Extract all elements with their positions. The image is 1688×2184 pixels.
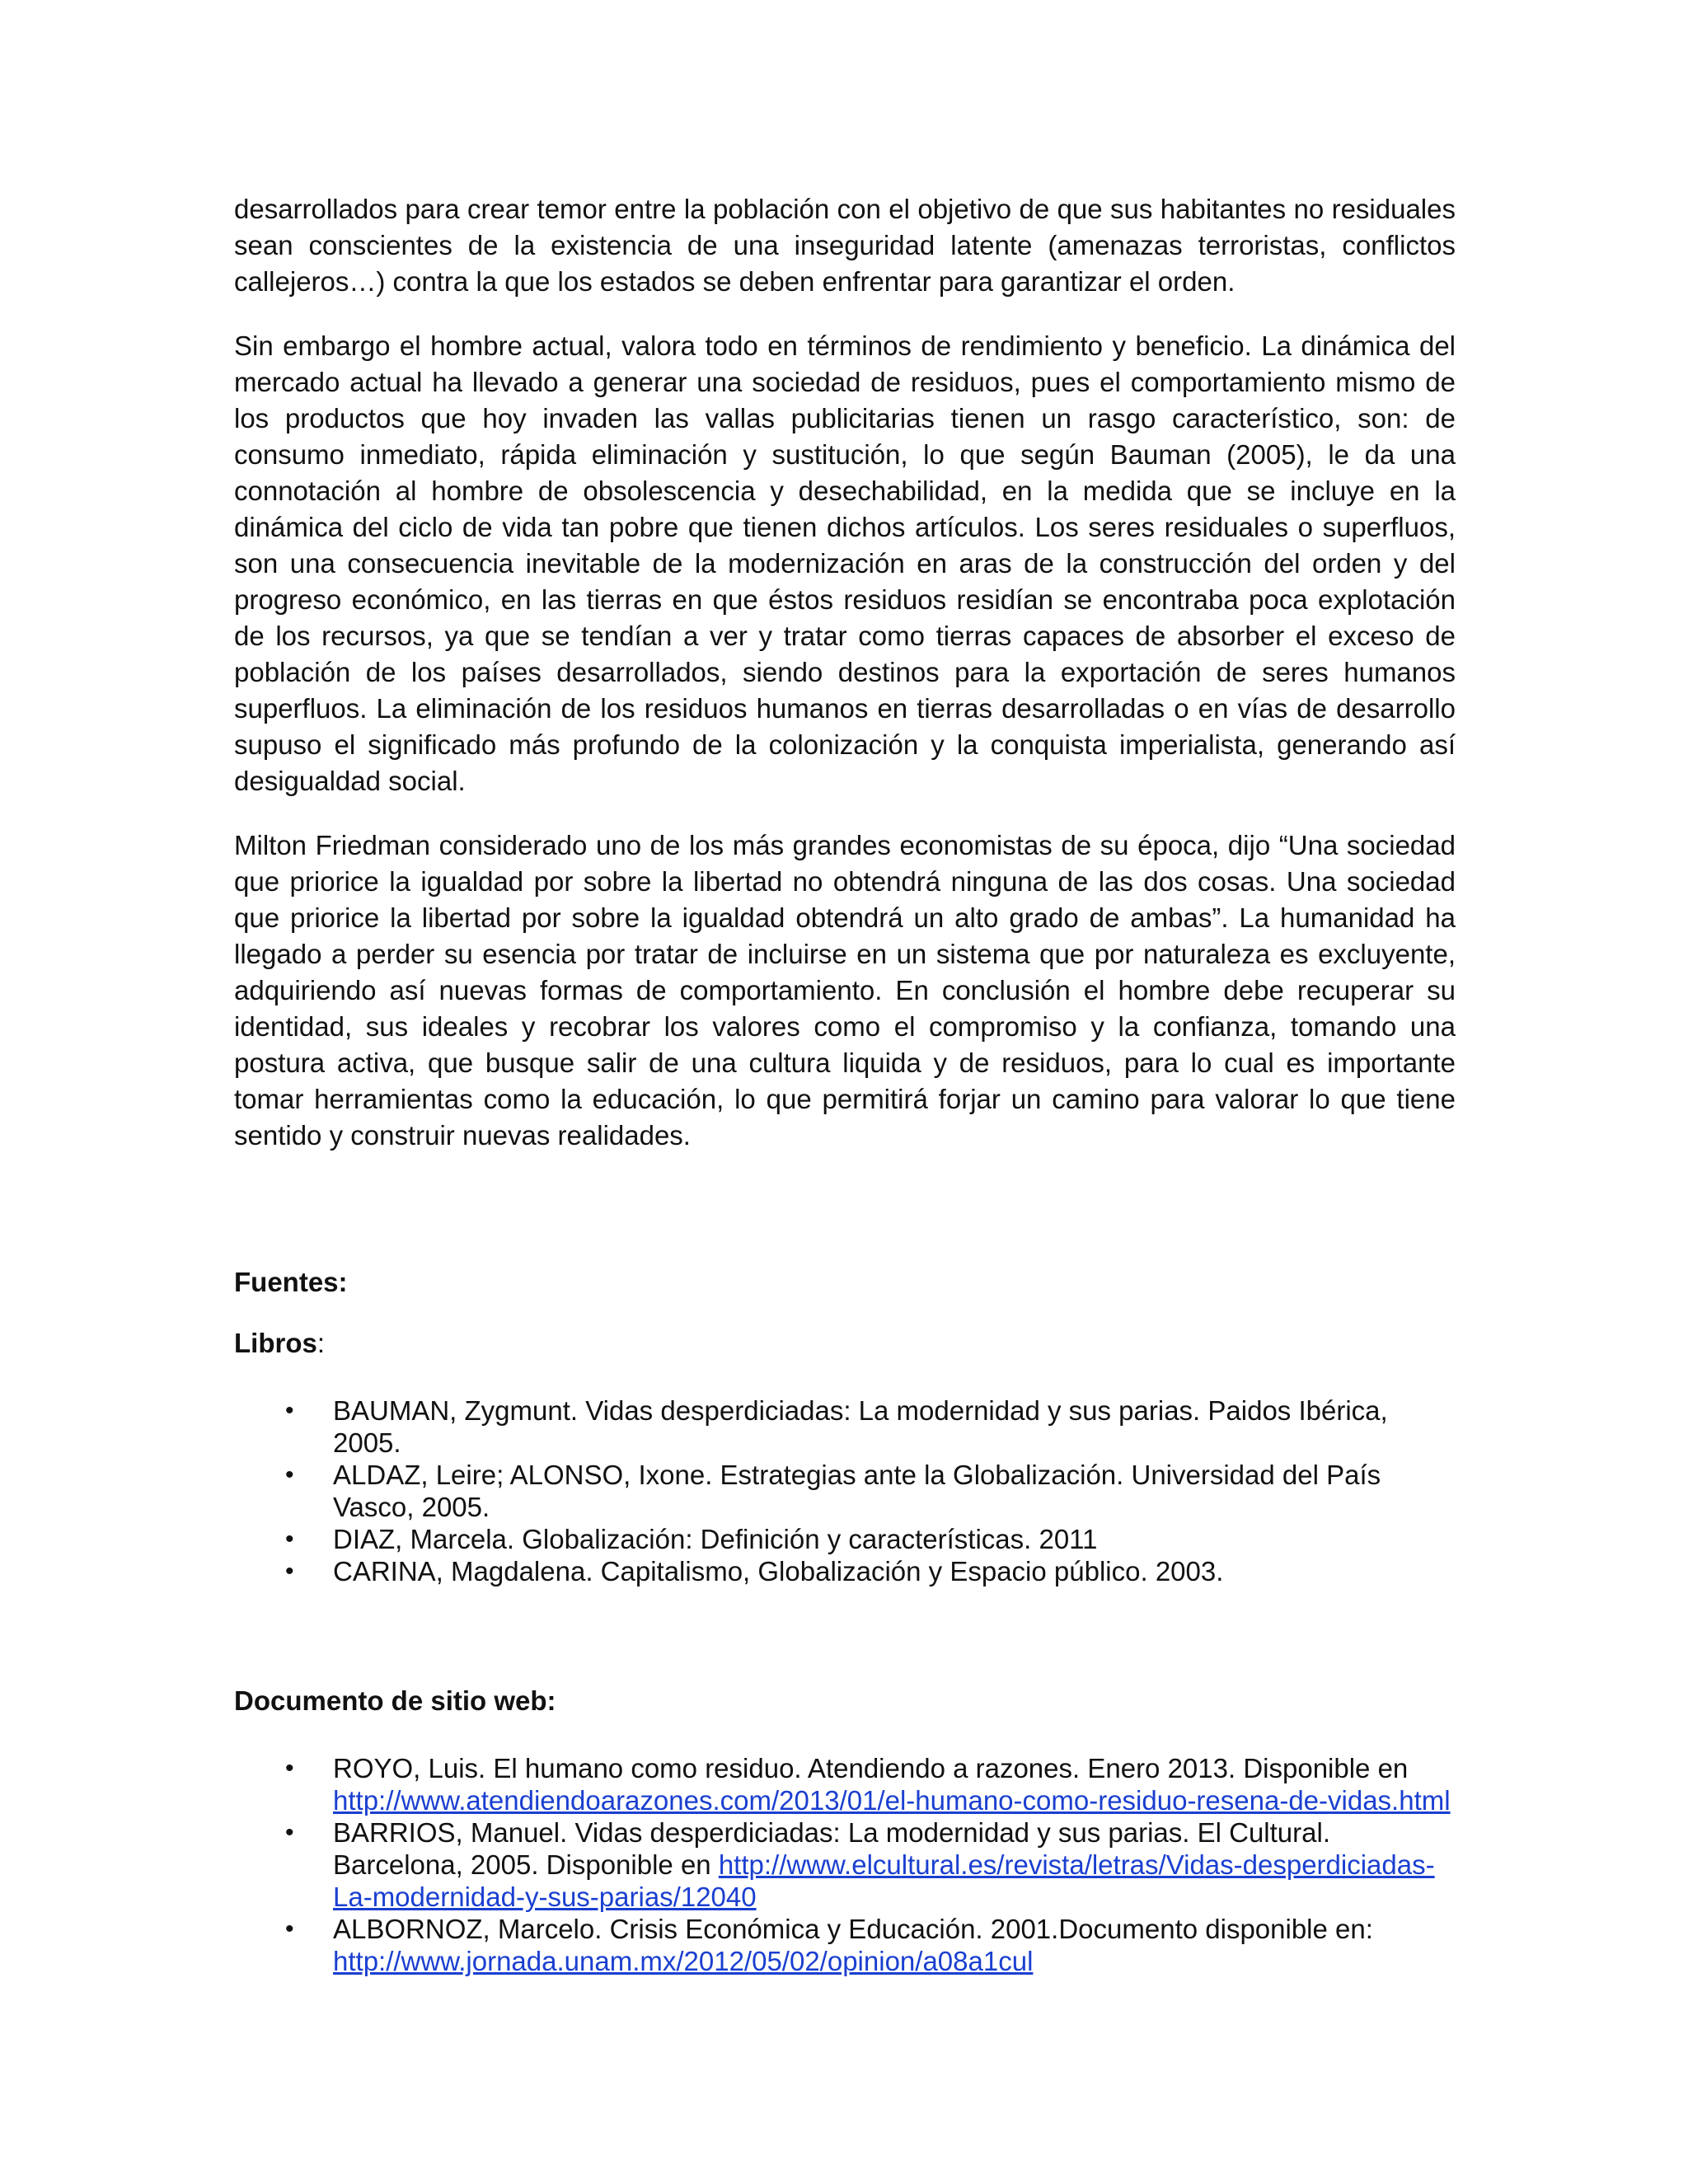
section-spacer xyxy=(234,1182,1456,1264)
list-item xyxy=(234,1394,1456,1459)
web-reference-link[interactable]: http://www.jornada.unam.mx/2012/05/02/opinion/a08a1cul xyxy=(333,1946,1034,1976)
paragraph-3: Milton Friedman considerado uno de los más grandes economistas de su época, dijo “Una sociedad que priorice la igualdad por sobre la libertad no obtendrá ninguna de las dos cosas. Una sociedad que priorice la libertad por sobre la igualdad obtendrá un alto grado de ambas”. La humanidad ha llegado a perder su esencia por tratar de incluirse en un sistema que por naturaleza es excluyente, adquiriendo así nuevas formas de comportamiento. En conclusión el hombre debe recuperar su identidad, sus ideales y recobrar los valores como el compromiso y la confianza, tomando una postura activa, que busque salir de una cultura liquida y de residuos, para lo cual es importante tomar herramientas como la educación, lo que permitirá forjar un camino para valorar lo que tiene sentido y construir nuevas realidades. xyxy=(234,830,1456,1151)
book-reference: CARINA, Magdalena. Capitalismo, Globalización y Espacio público. 2003. xyxy=(333,1556,1224,1586)
list-item xyxy=(234,1913,1456,1977)
list-item xyxy=(234,1555,1456,1587)
bullet: • xyxy=(285,1461,294,1488)
books-heading-colon: : xyxy=(316,1328,326,1358)
bullet: • xyxy=(285,1397,294,1424)
web-reference-text: ROYO, Luis. El humano como residuo. Atendiendo a razones. Enero 2013. Disponible en xyxy=(333,1753,1409,1783)
books-list xyxy=(234,1394,1456,1587)
sources-heading: Fuentes: xyxy=(234,1267,348,1297)
web-reference-text: BARRIOS, Manuel. Vidas desperdiciadas: La modernidad y sus parias. El Cultural. Barcelona, 2005. Disponible en xyxy=(333,1817,1330,1880)
books-heading xyxy=(234,1325,1456,1361)
books-heading-label: Libros xyxy=(234,1328,317,1358)
bullet: • xyxy=(285,1526,294,1553)
list-item xyxy=(234,1459,1456,1523)
list-item xyxy=(234,1752,1456,1816)
bullet: • xyxy=(285,1915,294,1943)
web-documents-list xyxy=(234,1752,1456,1977)
book-reference: DIAZ, Marcela. Globalización: Definición y características. 2011 xyxy=(333,1524,1098,1554)
book-reference: BAUMAN, Zygmunt. Vidas desperdiciadas: La modernidad y sus parias. Paidos Ibérica, 2005. xyxy=(333,1395,1388,1458)
web-documents-heading: Documento de sitio web: xyxy=(234,1685,556,1716)
section-spacer xyxy=(234,1587,1456,1650)
bullet: • xyxy=(285,1558,294,1585)
web-reference-link[interactable]: http://www.elcultural.es/revista/letras/Vidas-desperdiciadas-La-modernidad-y-sus-parias/12040 xyxy=(333,1849,1435,1912)
web-reference-text: ALBORNOZ, Marcelo. Crisis Económica y Educación. 2001.Documento disponible en: xyxy=(333,1914,1373,1944)
list-item xyxy=(234,1523,1456,1555)
paragraph-2: Sin embargo el hombre actual, valora todo en términos de rendimiento y beneficio. La dinámica del mercado actual ha llevado a generar una sociedad de residuos, pues el comportamiento mismo de los productos que hoy invaden las vallas publicitarias tienen un rasgo característico, son: de consumo inmediato, rápida eliminación y sustitución, lo que según Bauman (2005), le da una connotación al hombre de obsolescencia y desechabilidad, en la medida que se incluye en la dinámica del ciclo de vida tan pobre que tienen dichos artículos. Los seres residuales o superfluos, son una consecuencia inevitable de la modernización en aras de la construcción del orden y del progreso económico, en las tierras en que éstos residuos residían se encontraba poca explotación de los recursos, ya que se tendían a ver y tratar como tierras capaces de absorber el exceso de población de los países desarrollados, siendo destinos para la exportación de seres humanos superfluos. La eliminación de los residuos humanos en tierras desarrolladas o en vías de desarrollo supuso el significado más profundo de la colonización y la conquista imperialista, generando así desigualdad social. xyxy=(234,330,1456,796)
paragraph-1: desarrollados para crear temor entre la población con el objetivo de que sus habitantes no residuales sean conscientes de la existencia de una inseguridad latente (amenazas terroristas, conflictos callejeros…) contra la que los estados se deben enfrentar para garantizar el orden. xyxy=(234,194,1456,297)
bullet: • xyxy=(285,1819,294,1846)
book-reference: ALDAZ, Leire; ALONSO, Ixone. Estrategias ante la Globalización. Universidad del País Vasco, 2005. xyxy=(333,1460,1381,1522)
list-item xyxy=(234,1816,1456,1913)
document-body xyxy=(234,191,1456,1977)
bullet: • xyxy=(285,1755,294,1782)
web-reference-link[interactable]: http://www.atendiendoarazones.com/2013/01/el-humano-como-residuo-resena-de-vidas.html xyxy=(333,1785,1451,1816)
